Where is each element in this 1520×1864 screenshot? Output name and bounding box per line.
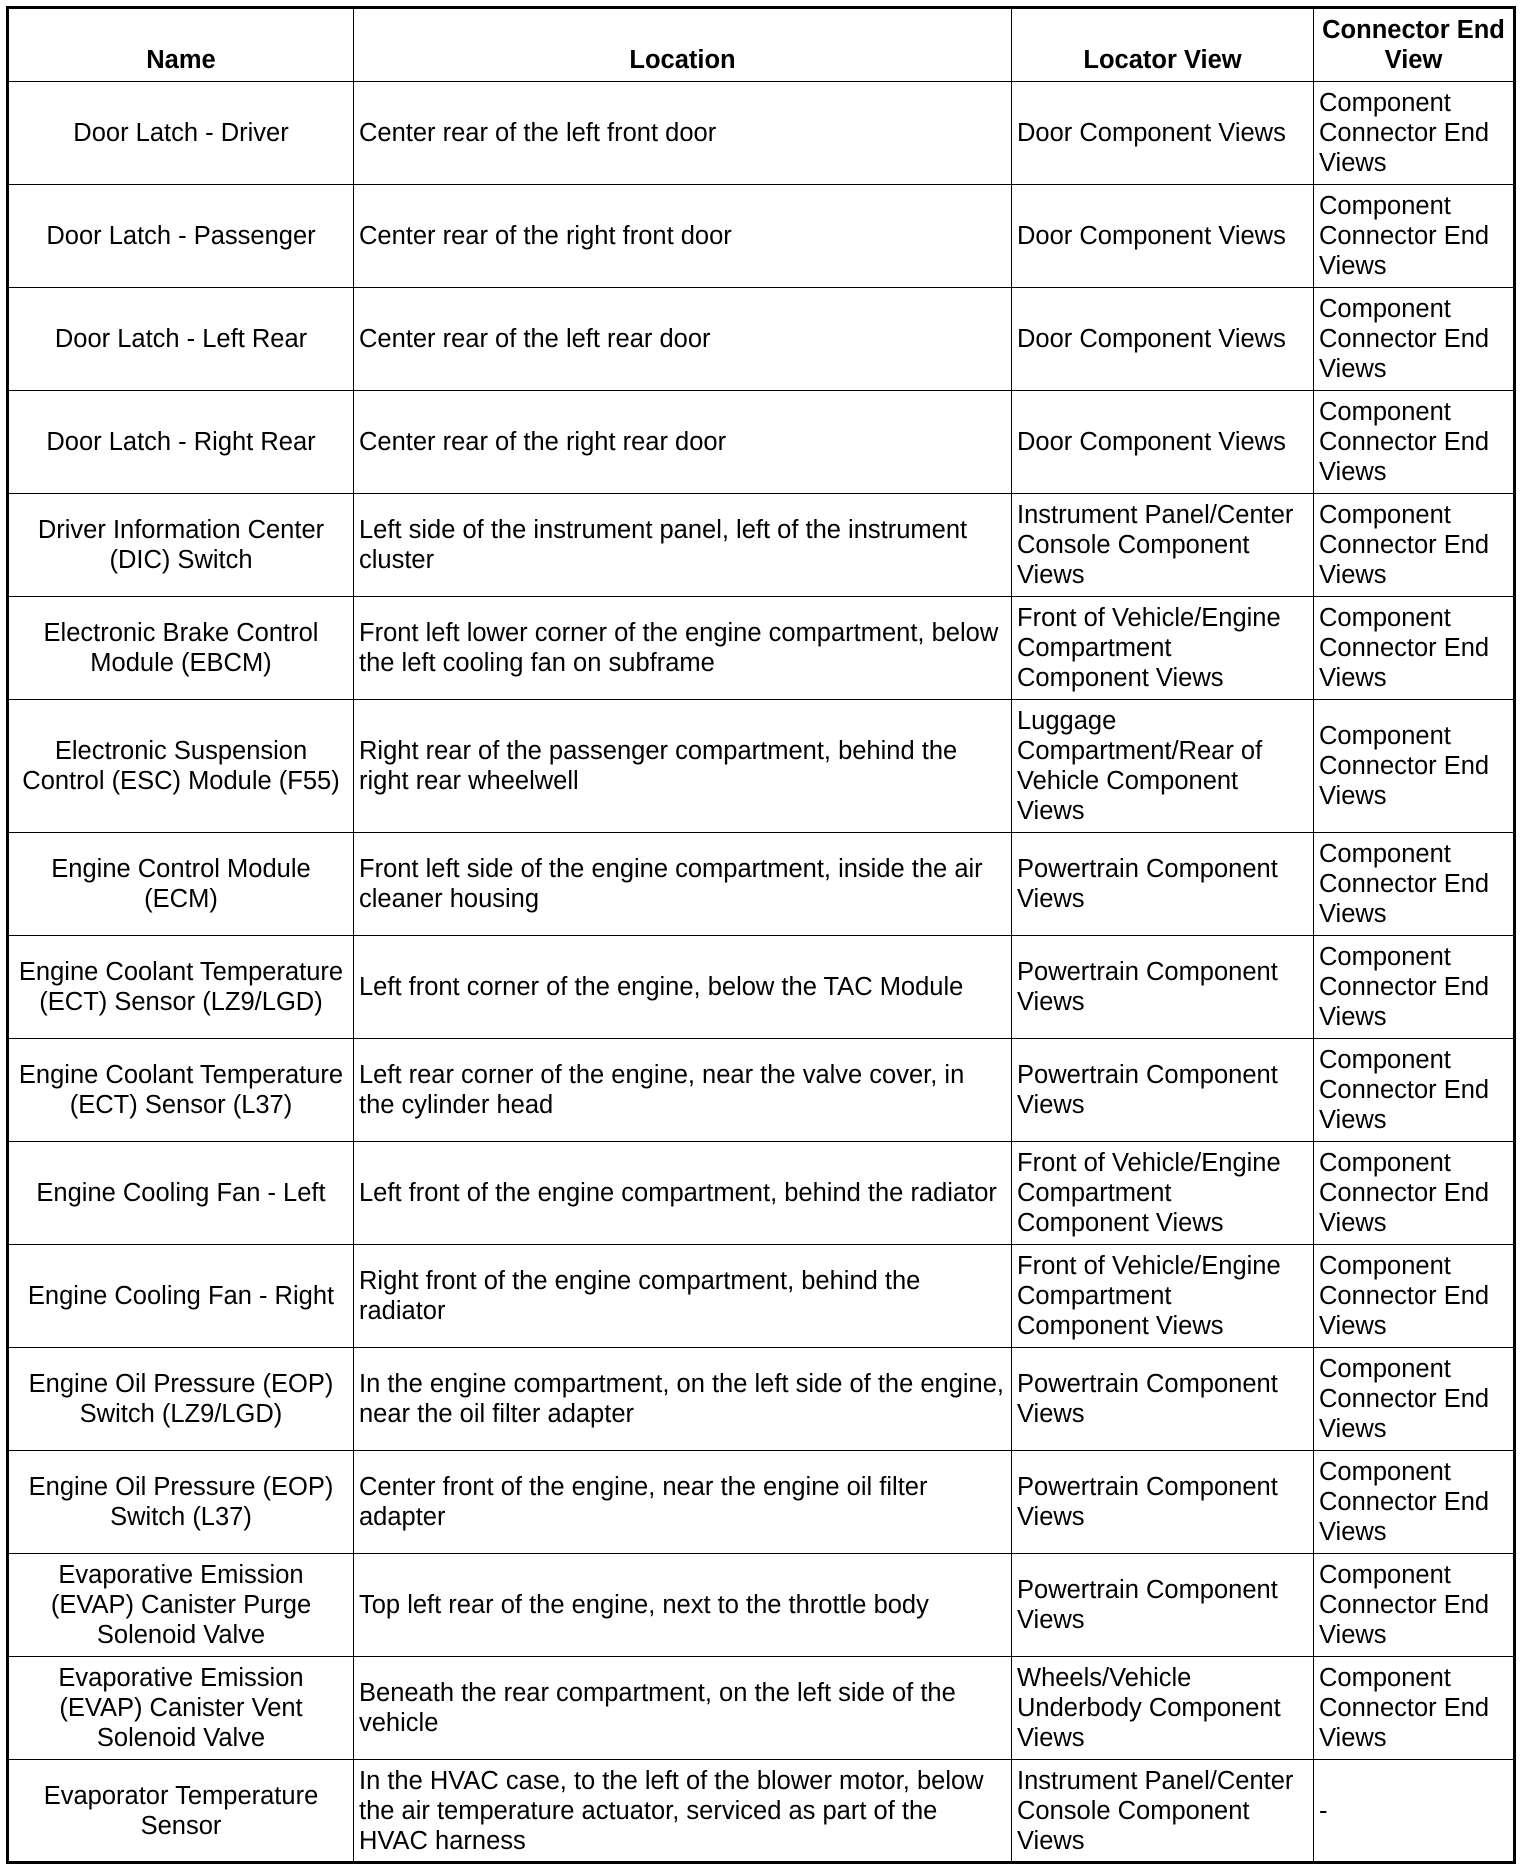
cell-location: Front left lower corner of the engine compartment, below the left cooling fan on subframe (354, 597, 1012, 700)
cell-connector-end-view: Component Connector End Views (1314, 82, 1515, 185)
cell-name: Electronic Suspension Control (ESC) Module (F55) (8, 700, 354, 833)
cell-name: Evaporative Emission (EVAP) Canister Purge Solenoid Valve (8, 1554, 354, 1657)
cell-name: Engine Control Module (ECM) (8, 833, 354, 936)
cell-name: Evaporator Temperature Sensor (8, 1760, 354, 1863)
cell-locator-view: Powertrain Component Views (1012, 1348, 1314, 1451)
cell-locator-view: Instrument Panel/Center Console Component Views (1012, 494, 1314, 597)
cell-location: Center rear of the left front door (354, 82, 1012, 185)
table-row (8, 936, 1515, 1039)
table-row (8, 1760, 1515, 1863)
cell-connector-end-view: Component Connector End Views (1314, 700, 1515, 833)
cell-connector-end-view: Component Connector End Views (1314, 1554, 1515, 1657)
cell-connector-end-view: Component Connector End Views (1314, 1142, 1515, 1245)
cell-location: Left side of the instrument panel, left of the instrument cluster (354, 494, 1012, 597)
cell-name: Engine Oil Pressure (EOP) Switch (L37) (8, 1451, 354, 1554)
table-row (8, 833, 1515, 936)
component-locator-table (6, 6, 1516, 1864)
cell-locator-view: Luggage Compartment/Rear of Vehicle Component Views (1012, 700, 1314, 833)
cell-location: Center rear of the right front door (354, 185, 1012, 288)
cell-name: Door Latch - Driver (8, 82, 354, 185)
table-row (8, 1142, 1515, 1245)
cell-location: Front left side of the engine compartment, inside the air cleaner housing (354, 833, 1012, 936)
cell-name: Evaporative Emission (EVAP) Canister Vent Solenoid Valve (8, 1657, 354, 1760)
cell-locator-view: Front of Vehicle/Engine Compartment Component Views (1012, 597, 1314, 700)
table-row (8, 494, 1515, 597)
table-row (8, 597, 1515, 700)
column-header-locator-view: Locator View (1012, 8, 1314, 82)
table-row (8, 1657, 1515, 1760)
cell-location: Center rear of the right rear door (354, 391, 1012, 494)
cell-location: Center front of the engine, near the engine oil filter adapter (354, 1451, 1012, 1554)
cell-connector-end-view: Component Connector End Views (1314, 1657, 1515, 1760)
cell-locator-view: Door Component Views (1012, 391, 1314, 494)
cell-locator-view: Door Component Views (1012, 288, 1314, 391)
table-row (8, 1554, 1515, 1657)
cell-locator-view: Powertrain Component Views (1012, 1039, 1314, 1142)
cell-name: Engine Coolant Temperature (ECT) Sensor (LZ9/LGD) (8, 936, 354, 1039)
cell-locator-view: Wheels/Vehicle Underbody Component Views (1012, 1657, 1314, 1760)
cell-connector-end-view: Component Connector End Views (1314, 494, 1515, 597)
cell-name: Door Latch - Right Rear (8, 391, 354, 494)
column-header-connector-end-view: Connector End View (1314, 8, 1515, 82)
table-row (8, 82, 1515, 185)
table-row (8, 700, 1515, 833)
column-header-location: Location (354, 8, 1012, 82)
cell-connector-end-view: Component Connector End Views (1314, 391, 1515, 494)
cell-connector-end-view: Component Connector End Views (1314, 1039, 1515, 1142)
cell-name: Door Latch - Left Rear (8, 288, 354, 391)
cell-name: Engine Oil Pressure (EOP) Switch (LZ9/LGD) (8, 1348, 354, 1451)
cell-connector-end-view: Component Connector End Views (1314, 185, 1515, 288)
cell-locator-view: Front of Vehicle/Engine Compartment Component Views (1012, 1142, 1314, 1245)
cell-connector-end-view: Component Connector End Views (1314, 936, 1515, 1039)
table-row (8, 185, 1515, 288)
cell-connector-end-view: Component Connector End Views (1314, 1451, 1515, 1554)
cell-name: Electronic Brake Control Module (EBCM) (8, 597, 354, 700)
cell-name: Engine Cooling Fan - Right (8, 1245, 354, 1348)
cell-location: Left front corner of the engine, below the TAC Module (354, 936, 1012, 1039)
cell-locator-view: Powertrain Component Views (1012, 1554, 1314, 1657)
cell-name: Engine Coolant Temperature (ECT) Sensor (L37) (8, 1039, 354, 1142)
cell-location: Left rear corner of the engine, near the valve cover, in the cylinder head (354, 1039, 1012, 1142)
cell-connector-end-view: Component Connector End Views (1314, 288, 1515, 391)
cell-location: In the engine compartment, on the left side of the engine, near the oil filter adapter (354, 1348, 1012, 1451)
cell-location: Top left rear of the engine, next to the throttle body (354, 1554, 1012, 1657)
cell-locator-view: Front of Vehicle/Engine Compartment Component Views (1012, 1245, 1314, 1348)
cell-locator-view: Powertrain Component Views (1012, 1451, 1314, 1554)
cell-locator-view: Powertrain Component Views (1012, 936, 1314, 1039)
cell-name: Door Latch - Passenger (8, 185, 354, 288)
cell-connector-end-view: Component Connector End Views (1314, 1245, 1515, 1348)
table-header-row (8, 8, 1515, 82)
cell-locator-view: Instrument Panel/Center Console Component Views (1012, 1760, 1314, 1863)
cell-connector-end-view: Component Connector End Views (1314, 1348, 1515, 1451)
cell-locator-view: Powertrain Component Views (1012, 833, 1314, 936)
cell-locator-view: Door Component Views (1012, 82, 1314, 185)
cell-name: Driver Information Center (DIC) Switch (8, 494, 354, 597)
cell-location: Left front of the engine compartment, behind the radiator (354, 1142, 1012, 1245)
table-row (8, 391, 1515, 494)
table-row (8, 288, 1515, 391)
cell-connector-end-view: Component Connector End Views (1314, 597, 1515, 700)
cell-location: Beneath the rear compartment, on the left side of the vehicle (354, 1657, 1012, 1760)
table-row (8, 1039, 1515, 1142)
cell-location: In the HVAC case, to the left of the blower motor, below the air temperature actuator, serviced as part of the HVAC harness (354, 1760, 1012, 1863)
cell-locator-view: Door Component Views (1012, 185, 1314, 288)
cell-name: Engine Cooling Fan - Left (8, 1142, 354, 1245)
table-row (8, 1451, 1515, 1554)
cell-location: Right rear of the passenger compartment, behind the right rear wheelwell (354, 700, 1012, 833)
table-row (8, 1245, 1515, 1348)
cell-connector-end-view: - (1314, 1760, 1515, 1863)
cell-location: Center rear of the left rear door (354, 288, 1012, 391)
column-header-name: Name (8, 8, 354, 82)
cell-location: Right front of the engine compartment, behind the radiator (354, 1245, 1012, 1348)
cell-connector-end-view: Component Connector End Views (1314, 833, 1515, 936)
table-row (8, 1348, 1515, 1451)
